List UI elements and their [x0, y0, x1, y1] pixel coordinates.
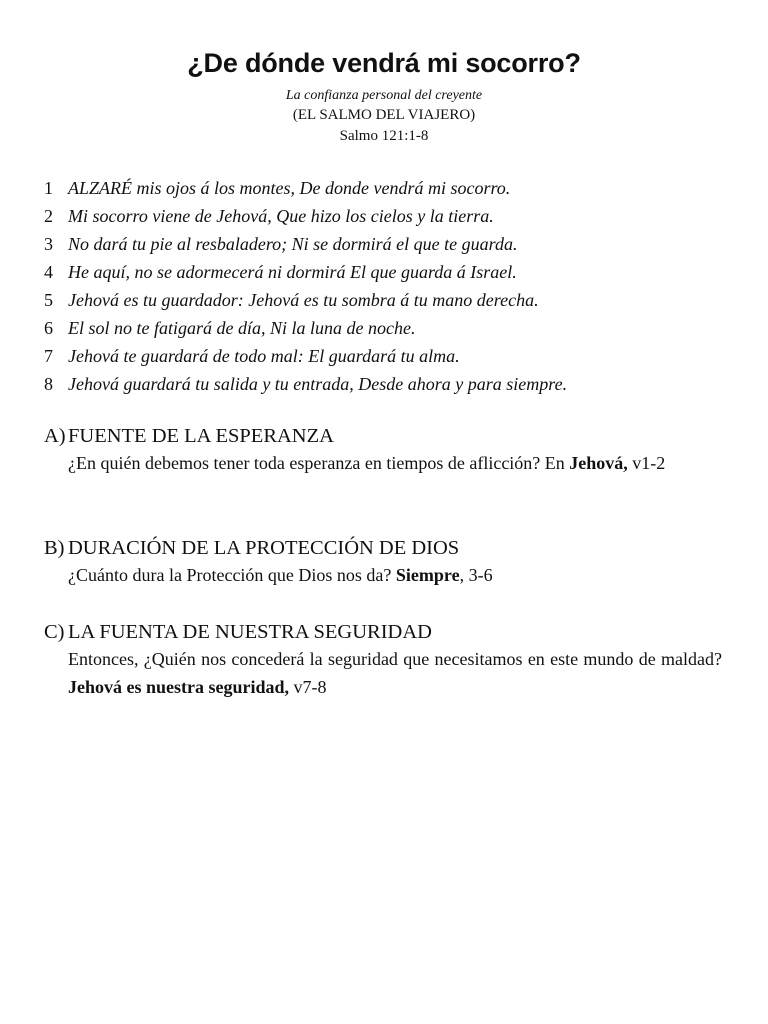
section-body — [68, 645, 722, 701]
verse-item — [44, 286, 734, 314]
verse-item — [44, 202, 734, 230]
verse-text: Mi socorro viene de Jehová, Que hizo los cielos y la tierra. — [68, 206, 494, 226]
section-question: ¿Cuánto dura la Protección que Dios nos da? — [68, 565, 396, 585]
verse-text: He aquí, no se adormecerá ni dormirá El que guarda á Israel. — [68, 262, 517, 282]
verse-number: 6 — [44, 318, 53, 338]
section-body — [68, 449, 722, 477]
section-heading — [44, 619, 722, 645]
verse-number: 8 — [44, 374, 53, 394]
verse-item — [44, 342, 734, 370]
verse-item — [44, 230, 734, 258]
verse-list — [44, 174, 734, 398]
verse-item — [44, 314, 734, 342]
verse-number: 3 — [44, 234, 53, 254]
section-title: FUENTE DE LA ESPERANZA — [68, 425, 334, 447]
verse-text: No dará tu pie al resbaladero; Ni se dormirá el que te guarda. — [68, 234, 518, 254]
section-answer: Jehová es nuestra seguridad, — [68, 677, 290, 697]
section-fuente-seguridad — [44, 619, 722, 701]
section-letter: A) — [44, 425, 66, 447]
section-question: Entonces, ¿Quién nos concederá la seguridad que necesitamos en este mundo de maldad? — [68, 649, 722, 669]
section-verse-ref: , 3-6 — [459, 565, 493, 585]
section-body — [68, 561, 722, 589]
verse-number: 1 — [44, 178, 53, 198]
section-question: ¿En quién debemos tener toda esperanza en tiempos de aflicción? En — [68, 453, 570, 473]
verse-item — [44, 258, 734, 286]
verse-number: 4 — [44, 262, 53, 282]
section-answer: Siempre — [395, 565, 460, 585]
verse-number: 2 — [44, 206, 53, 226]
section-fuente-esperanza — [44, 423, 722, 477]
section-answer: Jehová, — [569, 453, 628, 473]
section-heading — [44, 535, 722, 561]
scripture-reference: Salmo 121:1-8 — [339, 128, 429, 144]
section-duracion-proteccion — [44, 535, 722, 589]
section-title: LA FUENTA DE NUESTRA SEGURIDAD — [68, 621, 432, 643]
page-title: ¿De dónde vendrá mi socorro? — [187, 48, 581, 78]
section-heading — [44, 423, 722, 449]
section-verse-ref: v1-2 — [627, 453, 666, 473]
subtitle: La confianza personal del creyente — [285, 88, 483, 103]
verse-text: ALZARÉ mis ojos á los montes, De donde vendrá mi socorro. — [68, 178, 511, 198]
verse-text: Jehová te guardará de todo mal: El guardará tu alma. — [68, 346, 460, 366]
verse-item — [44, 174, 734, 202]
verse-text: El sol no te fatigará de día, Ni la luna de noche. — [68, 318, 416, 338]
psalm-collection-label: (EL SALMO DEL VIAJERO) — [292, 107, 476, 123]
verse-number: 7 — [44, 346, 53, 366]
verse-text: Jehová guardará tu salida y tu entrada, Desde ahora y para siempre. — [68, 374, 568, 394]
section-letter: C) — [44, 621, 65, 643]
verse-text: Jehová es tu guardador: Jehová es tu sombra á tu mano derecha. — [68, 290, 539, 310]
verse-item — [44, 370, 734, 398]
verse-number: 5 — [44, 290, 53, 310]
section-letter: B) — [44, 537, 65, 559]
section-verse-ref: v7-8 — [289, 677, 327, 697]
section-title: DURACIÓN DE LA PROTECCIÓN DE DIOS — [68, 537, 460, 559]
